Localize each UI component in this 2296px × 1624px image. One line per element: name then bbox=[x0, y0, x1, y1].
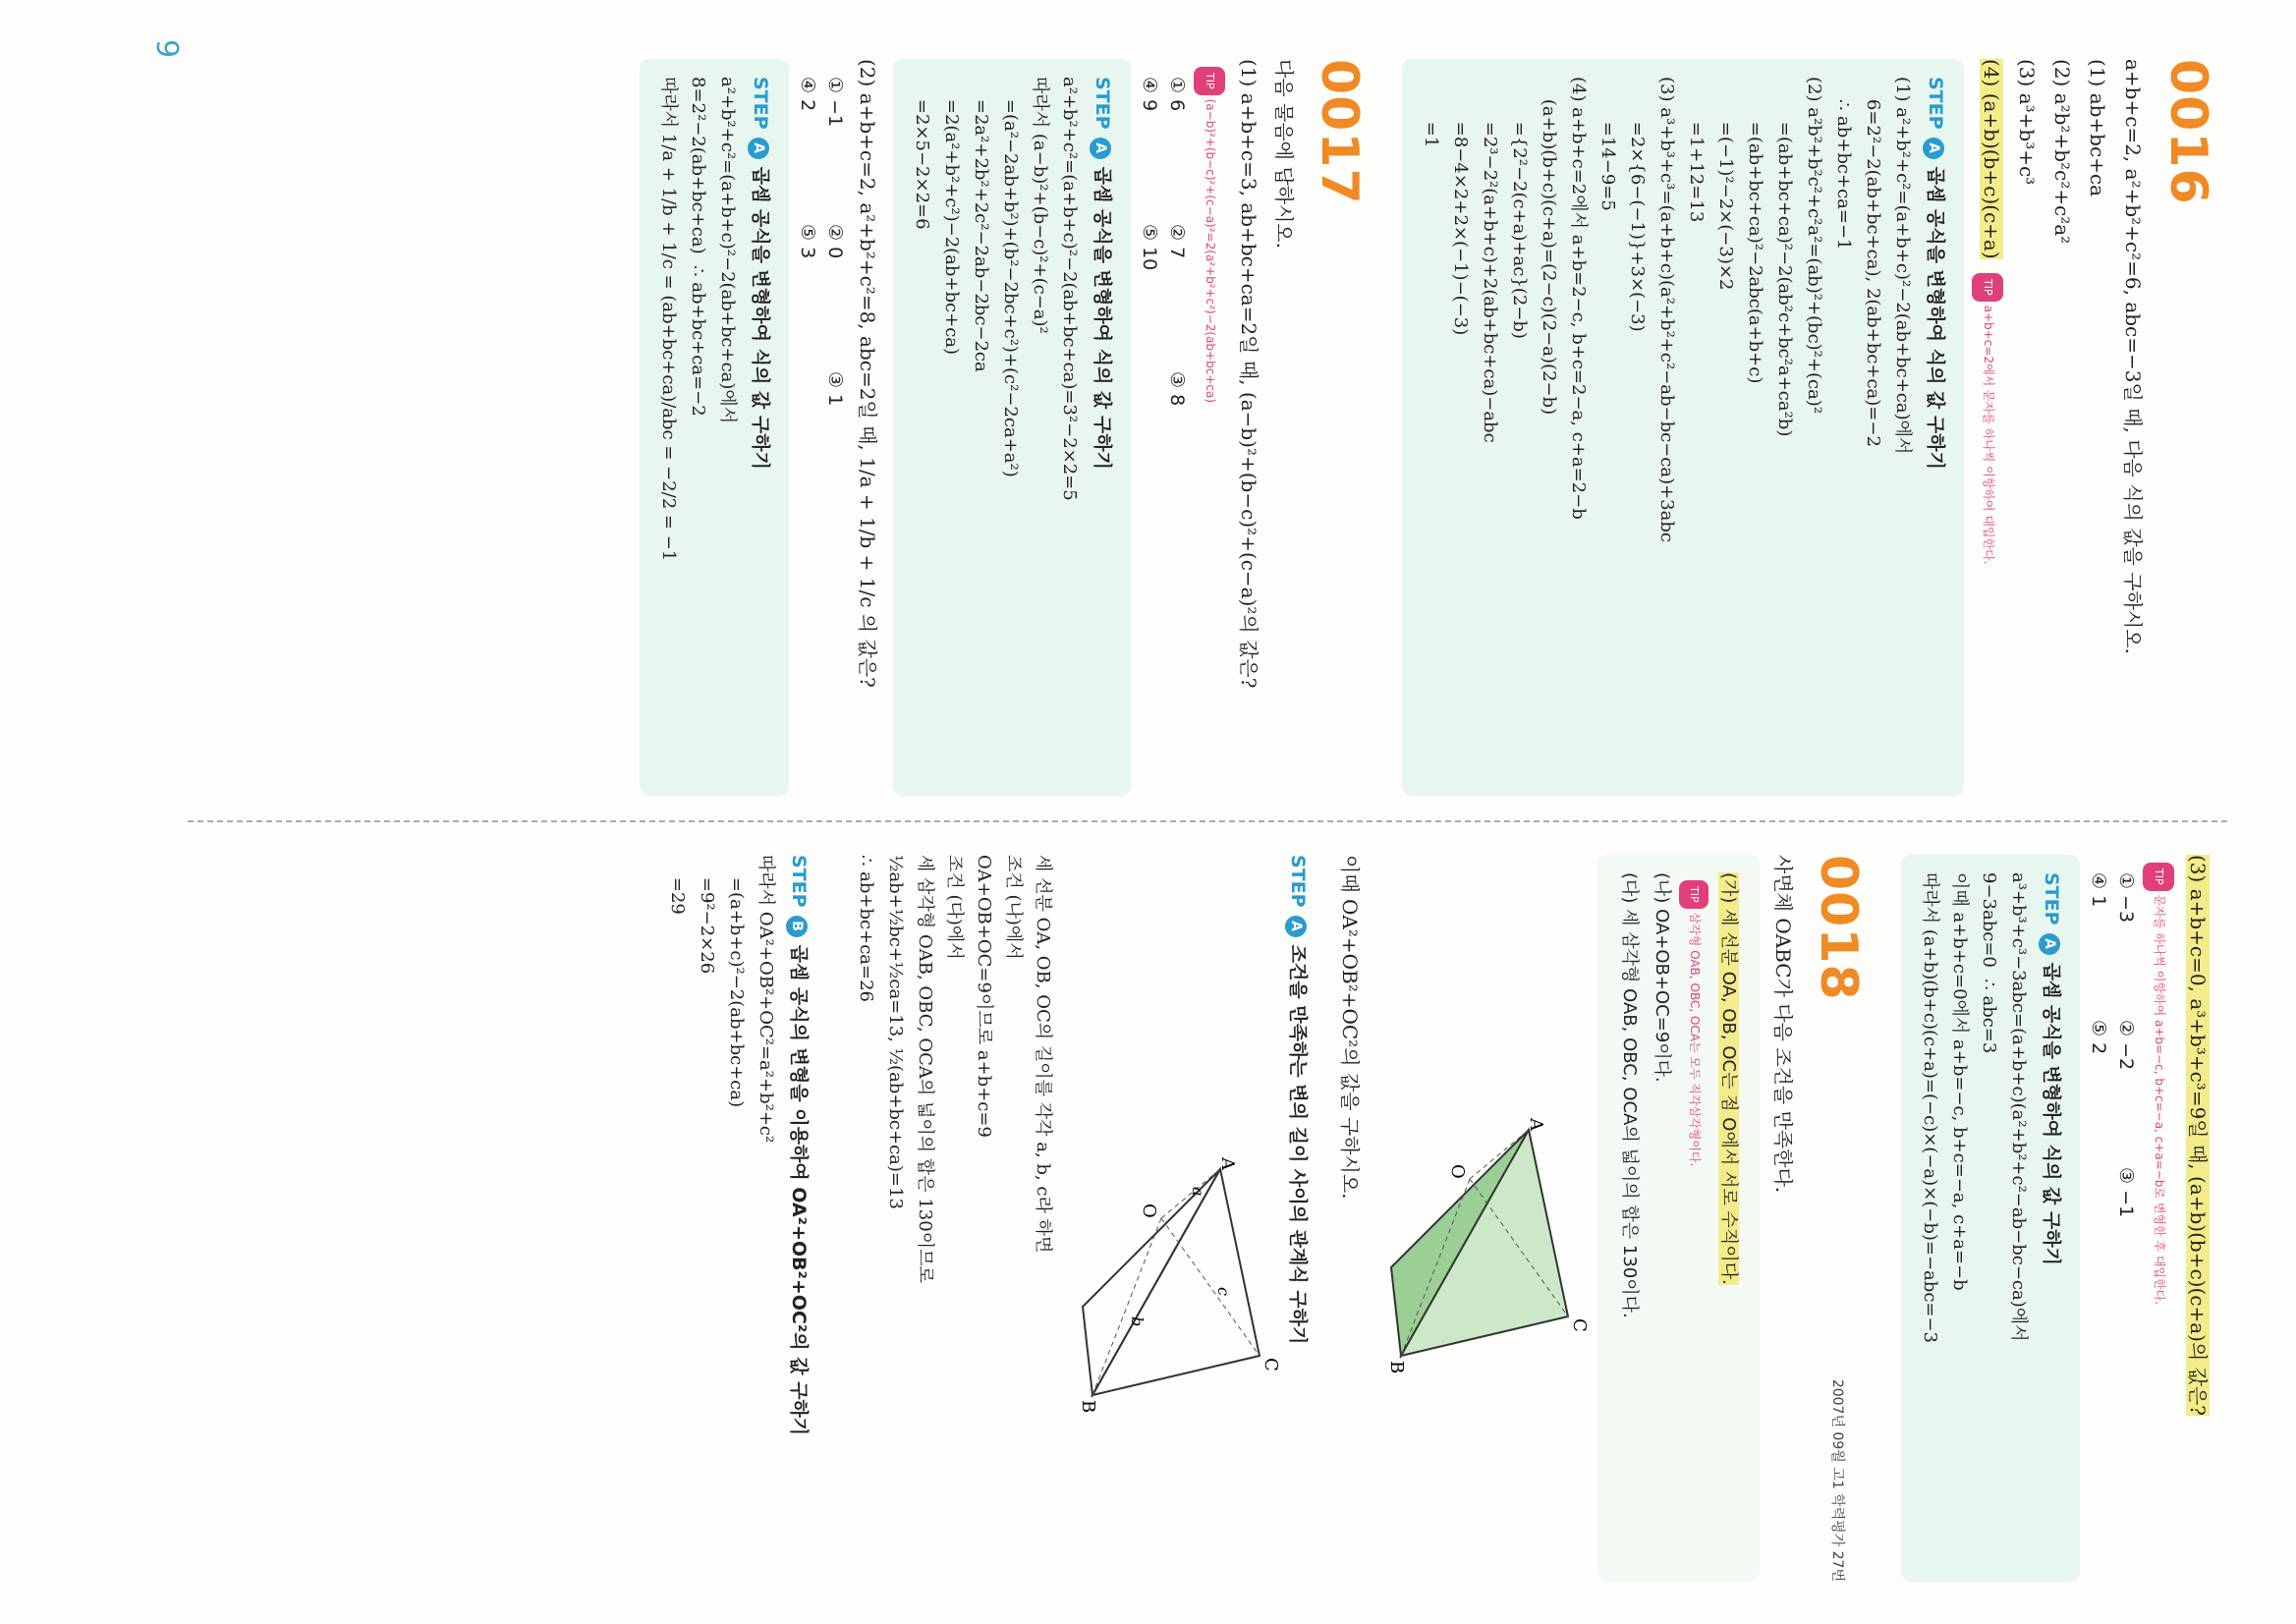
label-c: C bbox=[1569, 1318, 1588, 1332]
step-title bbox=[1090, 77, 1117, 778]
solution-step bbox=[1901, 855, 2080, 1582]
choice[interactable]: ⑤ 2 bbox=[2088, 1020, 2109, 1055]
choice[interactable]: ③ −1 bbox=[2115, 1167, 2137, 1218]
step-title bbox=[786, 855, 813, 1564]
label-b: B bbox=[1078, 1400, 1098, 1414]
tip-text: (a−b)²+(b−c)²+(c−a)²=2(a²+b²+c²)−2(ab+bc+ca) bbox=[1204, 98, 1217, 404]
outline bbox=[1092, 1169, 1260, 1395]
tip-text: 문자를 하나씩 이항하여 a+b=−c, b+c=−a, c+a=−b로 변형한 후 대입한다. bbox=[2153, 894, 2166, 1306]
solution-line: =2×5−2×2=6 bbox=[912, 77, 932, 230]
problem-0016-continued bbox=[1901, 855, 2213, 1582]
step-tag: STEP bbox=[788, 855, 810, 908]
choice[interactable]: ① −3 bbox=[2115, 872, 2137, 924]
question: 이때 OA²+OB²+OC²의 값을 구하시오. bbox=[1338, 855, 1362, 1200]
solution-line: =1 bbox=[1421, 77, 1441, 148]
page-number: 9 bbox=[149, 39, 184, 59]
solution-line: 따라서 (a+b)(b+c)(c+a)=(−c)×(−a)×(−b)=−abc=−3 bbox=[1920, 872, 1940, 1344]
item-4-text: (4) (a+b)(b+c)(c+a) bbox=[1980, 59, 2003, 259]
choice[interactable]: ④ 9 bbox=[1139, 77, 1160, 112]
solution-line: (4) a+b+c=2에서 a+b=2−c, b+c=2−a, c+a=2−b bbox=[1568, 77, 1589, 520]
problem-number: 0017 bbox=[1310, 59, 1369, 205]
solution-line: =29 bbox=[667, 855, 688, 915]
choice[interactable]: ② 7 bbox=[1166, 224, 1188, 259]
step-title-text: 곱셈 공식을 변형하여 식의 값 구하기 bbox=[2041, 962, 2062, 1265]
step-title bbox=[2039, 872, 2066, 1564]
choices-1 bbox=[1166, 77, 1188, 796]
step-tag: STEP bbox=[1287, 855, 1309, 908]
solution-step-b bbox=[648, 855, 827, 1582]
solution-line: =2×{6−(−1)}+3×(−3) bbox=[1627, 77, 1648, 332]
solution-step bbox=[893, 59, 1131, 796]
step-title bbox=[1285, 855, 1313, 1564]
problem-statement: 사면체 OABC가 다음 조건을 만족한다. bbox=[1771, 855, 1795, 1194]
choices bbox=[2115, 872, 2137, 1582]
choices-1b bbox=[1139, 77, 1160, 796]
label-len-a: a bbox=[1189, 1187, 1207, 1197]
step-title-text: 곱셈 공식을 변형하여 식의 값 구하기 bbox=[750, 166, 771, 470]
choice[interactable]: ⑤ 3 bbox=[797, 224, 818, 259]
step-title-text: 곱셈 공식의 변형을 이용하여 OA²+OB²+OC²의 값 구하기 bbox=[788, 944, 810, 1436]
conditions-box bbox=[1597, 855, 1760, 1582]
choice[interactable]: ④ 2 bbox=[797, 77, 818, 112]
solution-step bbox=[640, 59, 789, 796]
tetrahedron-diagram bbox=[1372, 1110, 1588, 1385]
solution-line: (1) a²+b²+c²=(a+b+c)²−2(ab+bc+ca)에서 bbox=[1892, 77, 1913, 455]
problem-statement: 다음 물음에 답하시오. bbox=[1272, 59, 1296, 249]
step-title-text: 조건을 만족하는 변의 길이 사이의 관계식 구하기 bbox=[1287, 944, 1309, 1345]
left-column bbox=[606, 59, 2217, 796]
solution-line: 따라서 OA²+OB²+OC²=a²+b²+c² bbox=[756, 855, 776, 1144]
solution-line: OA+OB+OC=9이므로 a+b+c=9 bbox=[974, 855, 994, 1138]
solution-line: a²+b²+c²=(a+b+c)²−2(ab+bc+ca)=3²−2×2=5 bbox=[1059, 77, 1080, 501]
label-len-c: c bbox=[1214, 1287, 1233, 1296]
solution-line: 조건 (나)에서 bbox=[1003, 855, 1024, 960]
step-letter: A bbox=[1285, 916, 1307, 937]
condition-tip bbox=[1679, 872, 1710, 1564]
step-letter: A bbox=[2039, 933, 2060, 955]
solution-line: =(−1)²−2×(−3)×2 bbox=[1715, 77, 1736, 291]
problem-0018 bbox=[648, 855, 1868, 1582]
step-tag: STEP bbox=[2041, 872, 2062, 925]
tip-badge: TIP bbox=[1194, 67, 1225, 95]
tetrahedron-figure bbox=[1372, 1110, 1588, 1385]
solution-line: 9−3abc=0 ∴ abc=3 bbox=[1979, 872, 1999, 1054]
solution-line: =(ab+bc+ca)²−2abc(a+b+c) bbox=[1745, 77, 1765, 384]
solution-line: =14−9=5 bbox=[1597, 77, 1618, 211]
label-o: O bbox=[1447, 1164, 1468, 1179]
right-column bbox=[615, 855, 2217, 1582]
tip bbox=[1194, 67, 1226, 403]
item-1: (1) ab+bc+ca bbox=[2086, 59, 2109, 197]
choice[interactable]: ② 0 bbox=[824, 224, 846, 259]
solution-line: 이때 a+b+c=0에서 a+b=−c, b+c=−a, c+a=−b bbox=[1949, 872, 1970, 1291]
step-title bbox=[1923, 77, 1950, 778]
tip bbox=[1679, 880, 1709, 1166]
solution-line: 따라서 1/a + 1/b + 1/c = (ab+bc+ca)/abc = −2/2 = −1 bbox=[658, 77, 679, 562]
step-letter: A bbox=[1923, 138, 1944, 159]
column-divider bbox=[184, 820, 2227, 822]
choices-2 bbox=[824, 77, 846, 796]
item-4 bbox=[1972, 59, 2007, 796]
solution-line: =(a+b+c)²−2(ab+bc+ca) bbox=[726, 855, 747, 1108]
solution-line: =(a²−2ab+b²)+(b²−2bc+c²)+(c²−2ca+a²) bbox=[1000, 77, 1021, 477]
solution-line: =8−4×2+2×(−1)−(−3) bbox=[1450, 77, 1471, 336]
choice[interactable]: ① −1 bbox=[824, 77, 846, 128]
label-o: O bbox=[1139, 1204, 1159, 1218]
step-letter: B bbox=[786, 916, 808, 937]
tetrahedron-diagram-2 bbox=[1063, 1149, 1279, 1425]
condition bbox=[1713, 872, 1743, 1564]
step-tag: STEP bbox=[1925, 77, 1946, 130]
solution-line: =2³−2²(a+b+c)+2(ab+bc+ca)−abc bbox=[1480, 77, 1500, 443]
question-2: (2) a+b+c=2, a²+b²+c²=8, abc=2일 때, 1/a + 1/b + 1/c 의 값은? bbox=[856, 59, 879, 688]
step-title bbox=[748, 77, 775, 778]
solution-line: 조건 (다)에서 bbox=[944, 855, 965, 960]
condition-text: (가) 세 선분 OA, OB, OC는 점 O에서 서로 수직이다. bbox=[1718, 872, 1739, 1285]
problem-number: 0018 bbox=[1809, 855, 1868, 1001]
solution-line: a³+b³+c³−3abc=(a+b+c)(a²+b²+c²−ab−bc−ca)에서 bbox=[2008, 872, 2029, 1342]
solution-line: ={2²−2(c+a)+ac}(2−b) bbox=[1509, 77, 1530, 339]
step-tag: STEP bbox=[750, 77, 771, 130]
step-title-text: 곱셈 공식을 변형하여 식의 값 구하기 bbox=[1925, 166, 1946, 470]
choice[interactable]: ② −2 bbox=[2115, 1020, 2137, 1071]
solution-line: 세 삼각형 OAB, OBC, OCA의 넓이의 합은 130이므로 bbox=[915, 855, 935, 1283]
item-2: (2) a²b²+b²c²+c²a² bbox=[2050, 59, 2074, 245]
choice[interactable]: ③ 1 bbox=[824, 371, 846, 407]
solution-line: ∴ ab+bc+ca=26 bbox=[856, 855, 876, 1002]
problem-source: 2007년 09월 고1 학력평가 27번 bbox=[1829, 1378, 1845, 1582]
solution-line: (a+b)(b+c)(c+a)=(2−c)(2−a)(2−b) bbox=[1539, 77, 1559, 416]
step-tag: STEP bbox=[1092, 77, 1113, 130]
tip-badge: TIP bbox=[1679, 880, 1708, 909]
solution-step-a bbox=[837, 855, 1326, 1582]
problem-number: 0016 bbox=[2158, 59, 2217, 205]
problem-statement: a+b+c=2, a²+b²+c²=6, abc=−3일 때, 다음 식의 값을 구하시오. bbox=[2121, 59, 2145, 654]
choice[interactable]: ③ 8 bbox=[1166, 371, 1188, 407]
solution-line: a²+b²+c²=(a+b+c)²−2(ab+bc+ca)에서 bbox=[717, 77, 738, 424]
solution-line: 따라서 (a−b)²+(b−c)²+(c−a)² bbox=[1030, 77, 1050, 334]
choice[interactable]: ④ 1 bbox=[2088, 872, 2109, 908]
step-title-text: 곱셈 공식을 변형하여 식의 값 구하기 bbox=[1092, 166, 1113, 470]
solution-line: =1+12=13 bbox=[1686, 77, 1707, 223]
tetrahedron-figure-2 bbox=[1063, 1149, 1279, 1425]
condition: (다) 세 삼각형 OAB, OBC, OCA의 넓이의 합은 130이다. bbox=[1619, 872, 1640, 1318]
label-a: A bbox=[1217, 1157, 1238, 1170]
step-letter: A bbox=[748, 138, 769, 159]
problem-header bbox=[1809, 855, 1868, 1582]
question-3 bbox=[2182, 855, 2213, 1582]
solution-line: (2) a²b²+b²c²+c²a²=(ab)²+(bc)²+(ca)² bbox=[1804, 77, 1824, 415]
solution-line: 8=2²−2(ab+bc+ca) ∴ ab+bc+ca=−2 bbox=[688, 77, 708, 417]
problem-0016 bbox=[1402, 59, 2217, 796]
condition: (나) OA+OB+OC=9이다. bbox=[1652, 872, 1672, 1083]
tip bbox=[1972, 273, 2004, 565]
label-b: B bbox=[1386, 1361, 1407, 1374]
choices-b bbox=[2088, 872, 2109, 1582]
tip bbox=[2143, 863, 2175, 1305]
question-3-text: (3) a+b+c=0, a³+b³+c³=9일 때, (a+b)(b+c)(c+a)의 값은? bbox=[2186, 855, 2210, 1417]
tip-text: a+b+c=2에서 문자를 하나씩 이항하여 대입한다. bbox=[1982, 305, 1995, 565]
choices-2b bbox=[797, 77, 818, 796]
solution-step bbox=[1402, 59, 1964, 796]
problem-0017 bbox=[640, 59, 1369, 796]
tip-row bbox=[2143, 855, 2178, 1582]
solution-line: =9²−2×26 bbox=[697, 855, 717, 975]
tip-text: 삼각형 OAB, OBC, OCA는 모두 직각삼각형이다. bbox=[1688, 912, 1702, 1167]
solution-line: ∴ ab+bc+ca=−1 bbox=[1833, 77, 1854, 251]
choice[interactable]: ① 6 bbox=[1166, 77, 1188, 112]
step-letter: A bbox=[1090, 138, 1111, 159]
edge-ob bbox=[1092, 1218, 1161, 1395]
item-3: (3) a³+b³+c³ bbox=[2015, 59, 2039, 186]
tip-badge: TIP bbox=[2143, 863, 2174, 891]
label-c: C bbox=[1260, 1358, 1279, 1372]
tip-badge: TIP bbox=[1972, 273, 2003, 302]
solution-line: (3) a³+b³+c³=(a+b+c)(a²+b²+c²−ab−bc−ca)+3abc bbox=[1656, 77, 1677, 542]
question-1-tip bbox=[1194, 59, 1229, 796]
choice[interactable]: ⑤ 10 bbox=[1139, 224, 1160, 271]
solution-line: =2(a²+b²+c²)−2(ab+bc+ca) bbox=[941, 77, 962, 356]
solution-line: 세 선분 OA, OB, OC의 길이를 각각 a, b, c라 하면 bbox=[1033, 855, 1053, 1254]
solution-line: =2a²+2b²+2c²−2ab−2bc−2ca bbox=[971, 77, 991, 372]
solution-line: =(ab+bc+ca)²−2(ab²c+bc²a+ca²b) bbox=[1774, 77, 1795, 437]
solution-line: 6=2²−2(ab+bc+ca), 2(ab+bc+ca)=−2 bbox=[1863, 77, 1883, 447]
label-len-b: b bbox=[1128, 1316, 1147, 1327]
solution-line: ½ab+½bc+½ca=13, ½(ab+bc+ca)=13 bbox=[885, 855, 906, 1209]
question-1: (1) a+b+c=3, ab+bc+ca=2일 때, (a−b)²+(b−c)²+(c−a)²의 값은? bbox=[1237, 59, 1260, 689]
label-a: A bbox=[1526, 1118, 1546, 1131]
